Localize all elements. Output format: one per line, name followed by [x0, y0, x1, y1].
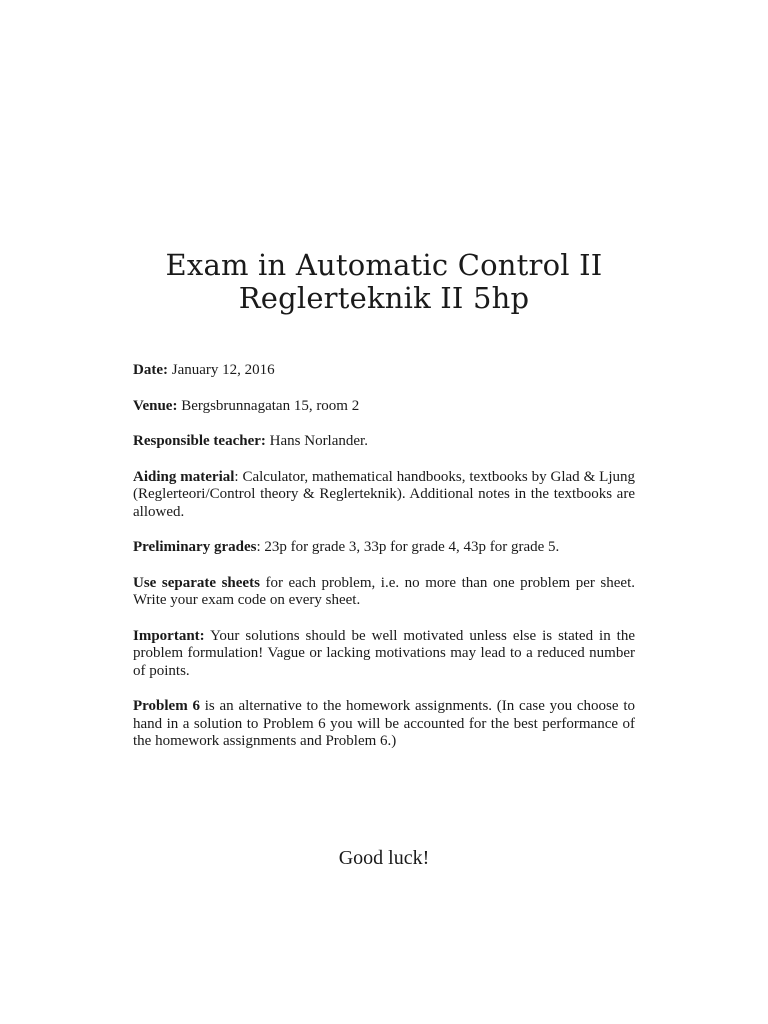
- good-luck-text: Good luck!: [338, 847, 430, 869]
- exam-info: [133, 362, 635, 769]
- separate-sheets-paragraph: [133, 575, 635, 610]
- important-paragraph: [133, 628, 635, 681]
- date-label: Date:: [133, 362, 168, 378]
- venue-label: Venue:: [133, 397, 178, 414]
- grades-value: : 23p for grade 3, 33p for grade 4, 43p for grade 5.: [256, 539, 560, 555]
- exam-subtitle: Reglerteknik II 5hp: [238, 281, 530, 315]
- venue-paragraph: [133, 398, 635, 416]
- separate-sheets-value: for each problem, i.e. no more than one problem per sheet. Write your exam code on every sheet.: [133, 574, 635, 608]
- problem6-value: is an alternative to the homework assignments. (In case you choose to hand in a solution to Problem 6 you will be accounted for the best performance of the homework assignments and Problem 6.): [133, 698, 635, 749]
- grades-paragraph: [133, 539, 635, 557]
- teacher-paragraph: [133, 433, 635, 451]
- date-value: January 12, 2016: [171, 362, 275, 378]
- problem6-paragraph: [133, 698, 635, 751]
- aiding-material-paragraph: [133, 469, 635, 522]
- date-paragraph: [133, 362, 635, 380]
- exam-title: Exam in Automatic Control II: [165, 248, 603, 282]
- separate-sheets-label: Use separate sheets: [133, 574, 260, 591]
- teacher-label: Responsible teacher:: [133, 433, 266, 449]
- grades-label: Preliminary grades: [133, 539, 257, 555]
- problem6-label: Problem 6: [133, 698, 200, 714]
- venue-value: Bergsbrunnagatan 15, room 2: [181, 397, 360, 414]
- teacher-value: Hans Norlander.: [269, 433, 368, 449]
- aiding-material-label: Aiding material: [133, 468, 235, 485]
- important-value: Your solutions should be well motivated unless else is stated in the problem formulation! Vague or lacking motivations may lead to a reduced number of points.: [133, 627, 635, 679]
- important-label: Important:: [133, 627, 205, 644]
- aiding-material-value: : Calculator, mathematical handbooks, textbooks by Glad & Ljung (Reglerteori/Control theory & Reglerteknik). Additional notes in the textbooks are allowed.: [133, 468, 635, 520]
